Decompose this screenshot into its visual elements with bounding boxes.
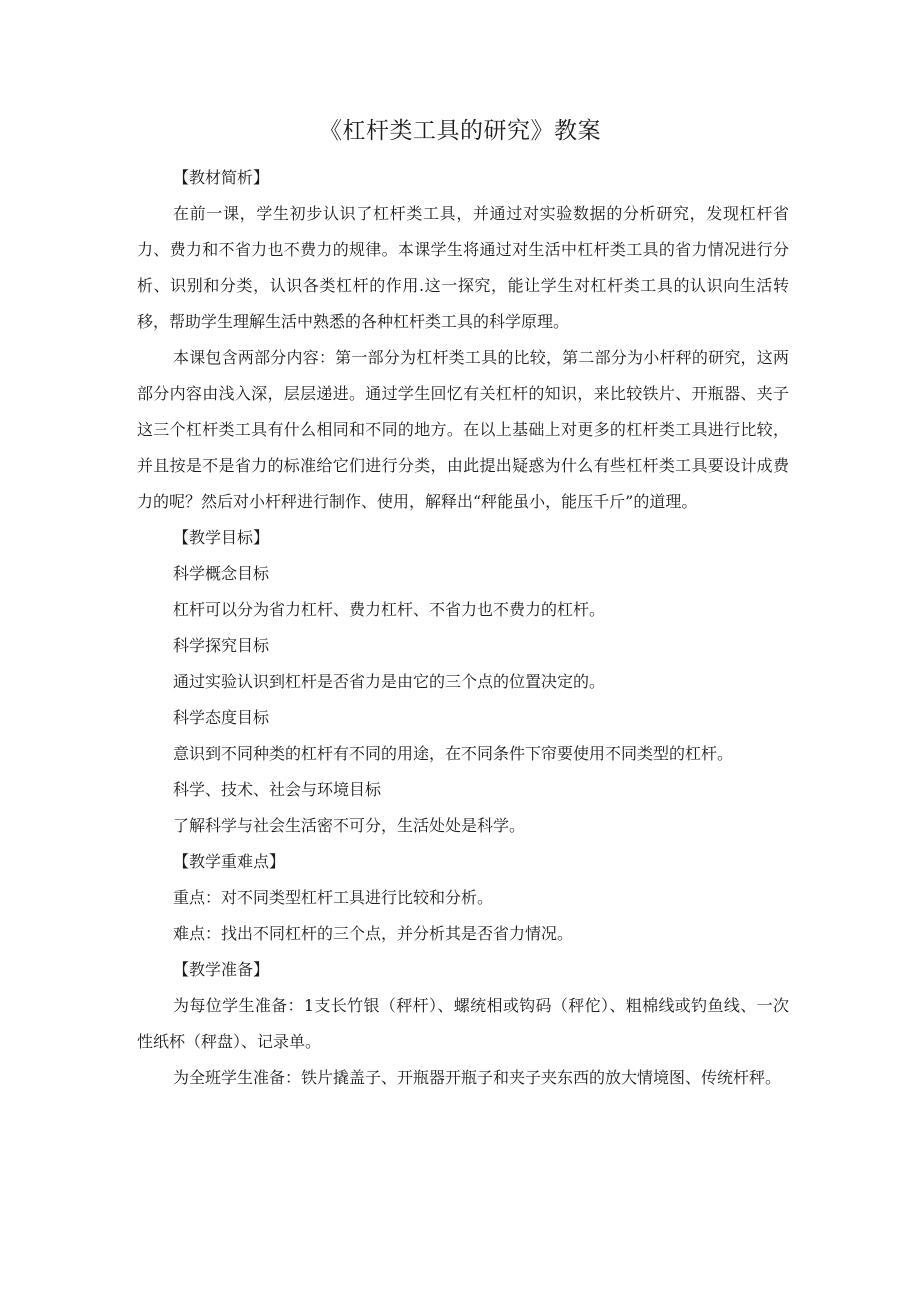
goal-label-concept: 科学概念目标 [173, 564, 270, 583]
section-heading-goals: 【教学目标】 [173, 528, 270, 547]
key-point-text: 重点：对不同类型杠杆工具进行比较和分析。 [173, 888, 494, 907]
document-title: 《杠杆类工具的研究》教案 [319, 118, 601, 144]
goal-text-sts: 了解科学与社会生活密不可分，生活处处是科学。 [173, 816, 526, 835]
goal-label-attitude: 科学态度目标 [173, 708, 270, 727]
section-heading-preparation: 【教学准备】 [173, 960, 270, 979]
goal-text-attitude: 意识到不同种类的杠杆有不同的用途，在不同条件下帘要使用不同类型的杠杆。 [173, 744, 734, 763]
goal-label-inquiry: 科学探究目标 [173, 636, 270, 655]
goal-label-sts: 科学、技术、社会与环境目标 [173, 780, 382, 799]
analysis-paragraph-1: 在前一课，学生初步认识了杠杆类工具，并通过对实验数据的分析研究，发现杠杆省力、费力和不省力也不费力的规律。本课学生将通过对生活中杠杆类工具的省力情况进行分析、识别和分类，认识各类杠杆的作用.这一探究，能让学生对杠杆类工具的认识向生活转移，帮助学生理解生活中熟悉的各种杠杆类工具的科学原理。 [137, 204, 789, 331]
preparation-student-text: 为每位学生准备：1支长竹银（秤杆）、螺统相或钩码（秤佗）、粗棉线或钓鱼线、一次性纸杯（秤盘）、记录单。 [137, 996, 789, 1051]
preparation-class-text: 为全班学生准备：铁片撬盖子、开瓶器开瓶子和夹子夹东西的放大情境图、传统杆秤。 [173, 1068, 782, 1087]
goal-text-concept: 杠杆可以分为省力杠杆、费力杠杆、不省力也不费力的杠杆。 [173, 600, 606, 619]
document-body [137, 160, 789, 1096]
analysis-paragraph-2: 本课包含两部分内容：第一部分为杠杆类工具的比较，第二部分为小杆秤的研究，这两部分内容由浅入深，层层递进。通过学生回忆有关杠杆的知识，来比较铁片、开瓶器、夹子这三个杠杆类工具有什么相同和不同的地方。在以上基础上对更多的杠杆类工具进行比较，并且按是不是省力的标准给它们进行分类，由此提出疑惑为什么有些杠杆类工具要设计成费力的呢？然后对小杆秤进行制作、使用，解释出“秤能虽小，能压千斤”的道理。 [137, 348, 789, 511]
section-heading-key-points: 【教学重难点】 [173, 852, 286, 871]
difficult-point-text: 难点：找出不同杠杆的三个点，并分析其是否省力情况。 [173, 924, 574, 943]
goal-text-inquiry: 通过实验认识到杠杆是否省力是由它的三个点的位置决定的。 [173, 672, 606, 691]
section-heading-analysis: 【教材简析】 [173, 168, 270, 187]
